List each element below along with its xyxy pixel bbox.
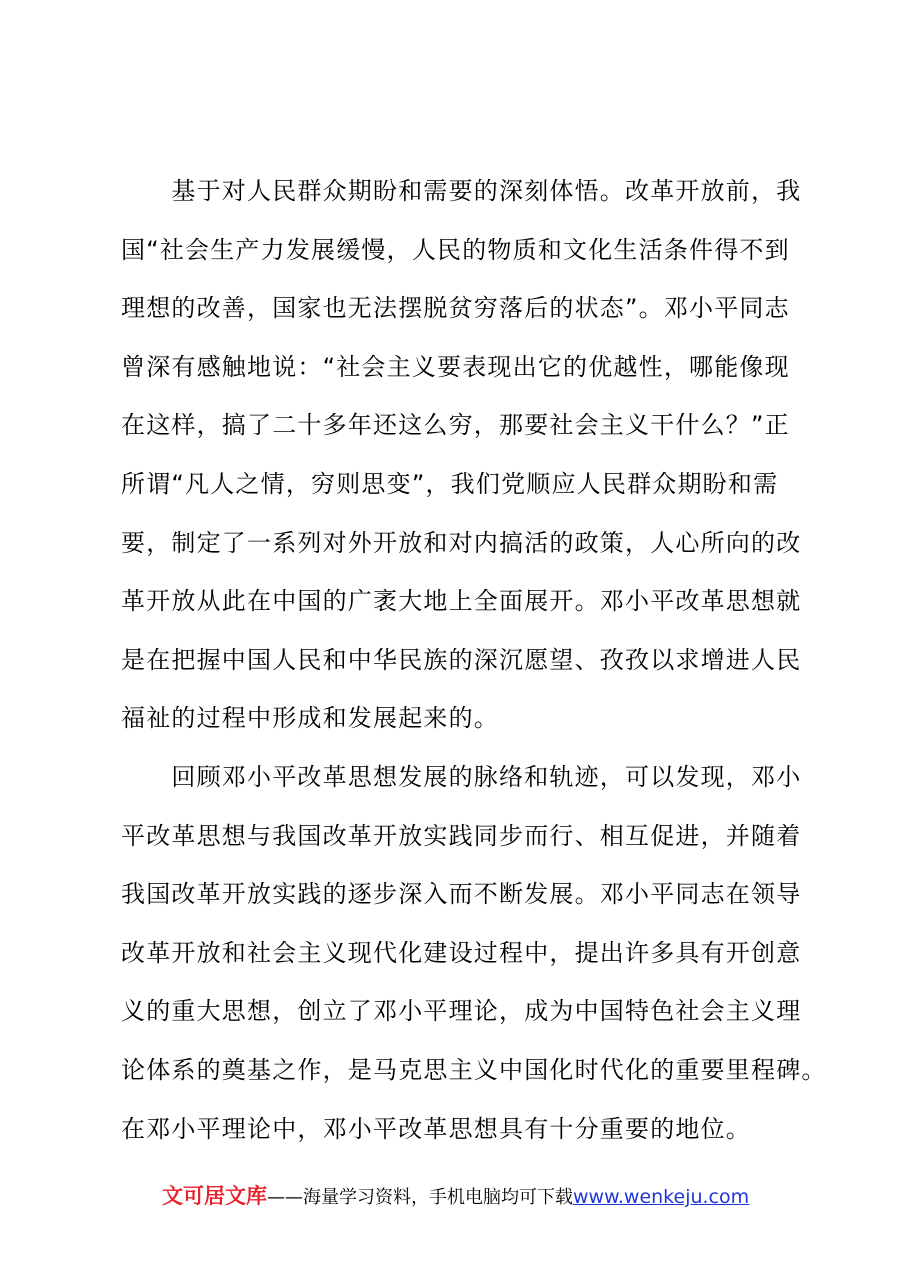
footer-tagline: ——海量学习资料，手机电脑均可下载 (267, 1187, 573, 1208)
text-line: 平改革思想与我国改革开放实践同步而行、相互促进，并随着 (121, 821, 802, 850)
brand-name: 文可居文库 (162, 1184, 267, 1208)
paragraph-1 (121, 162, 811, 748)
website-link[interactable]: www.wenkeju.com (573, 1186, 750, 1208)
text-line: 理想的改善，国家也无法摆脱贫穷落后的状态”。邓小平同志 (121, 294, 790, 323)
text-line: 曾深有感触地说：“社会主义要表现出它的优越性，哪能像现 (121, 352, 790, 381)
text-line: 革开放从此在中国的广袤大地上全面展开。邓小平改革思想就 (121, 587, 802, 616)
text-line: 是在把握中国人民和中华民族的深沉愿望、孜孜以求增进人民 (121, 645, 802, 674)
text-line: 基于对人民群众期盼和需要的深刻体悟。改革开放前，我 (121, 177, 802, 205)
text-line: 在这样，搞了二十多年还这么穷，那要社会主义干什么？”正 (121, 411, 790, 440)
text-line: 改革开放和社会主义现代化建设过程中，提出许多具有开创意 (121, 938, 802, 967)
paragraph-2 (121, 748, 827, 1158)
document-body (121, 162, 827, 1158)
text-line: 回顾邓小平改革思想发展的脉络和轨迹，可以发现，邓小 (121, 762, 802, 791)
text-line: 国“社会生产力发展缓慢，人民的物质和文化生活条件得不到 (121, 235, 790, 264)
footer-banner (162, 1181, 749, 1211)
text-line: 我国改革开放实践的逐步深入而不断发展。邓小平同志在领导 (121, 880, 802, 909)
text-line: 义的重大思想，创立了邓小平理论，成为中国特色社会主义理 (121, 997, 802, 1026)
text-line: 在邓小平理论中，邓小平改革思想具有十分重要的地位。 (121, 1114, 751, 1143)
text-line: 福祉的过程中形成和发展起来的。 (121, 704, 499, 733)
text-line: 论体系的奠基之作，是马克思主义中国化时代化的重要里程碑。 (121, 1055, 827, 1084)
text-line: 要，制定了一系列对外开放和对内搞活的政策，人心所向的改 (121, 528, 802, 557)
text-line: 所谓“凡人之情，穷则思变”，我们党顺应人民群众期盼和需 (121, 469, 779, 498)
